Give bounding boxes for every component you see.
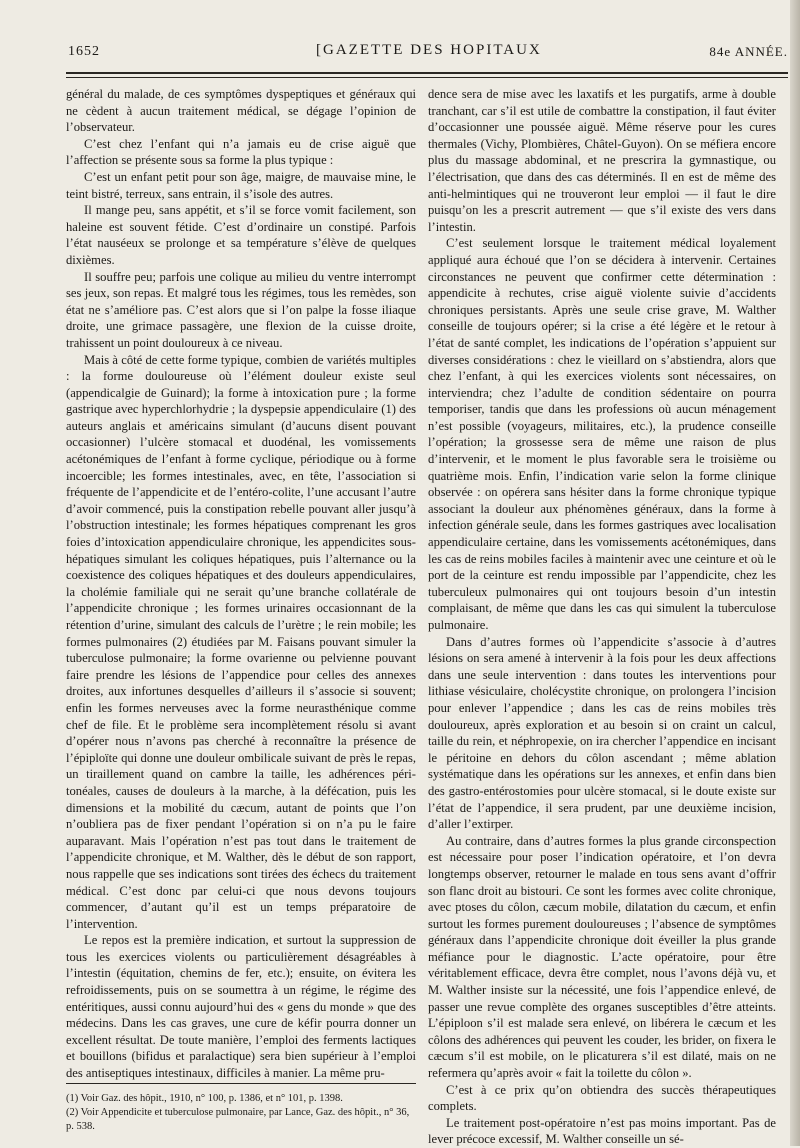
paragraph: Il souffre peu; parfois une colique au milieu du ventre interrompt ses jeux, son repas. Et malgré tous les régimes, tous les remèdes, son état ne s’améliore pas. C’est alors que si l’on palpe la fosse iliaque droite, une grimace passagère, une flexion de la cuisse droite, trahissent un point douloureux à ce niveau. — [66, 269, 416, 350]
paragraph: C’est un enfant petit pour son âge, maigre, de mauvaise mine, le teint bistré, terreux, sans entrain, il s’isole des autres. — [66, 169, 416, 201]
page-number: 1652 — [68, 44, 100, 59]
page-edge — [790, 0, 800, 1146]
journal-title: [GAZETTE DES HOPITAUX — [316, 42, 542, 58]
paragraph: C’est à ce prix qu’on obtiendra des succès thérapeutiques complets. — [428, 1082, 776, 1114]
left-column — [66, 86, 416, 1082]
paragraph: Le repos est la première indication, et surtout la suppression de tous les exercices violents ou particulièrement désagréables à l’intestin (équitation, chemins de fer, etc.); ensuite, on évitera les refroidissements, puis on se soumettra à un régime, le régime des entéritiques, aussi connu aujourd’hui des « gens du monde » que des médecins. Dans les cas graves, une cure de kéfir pourra donner un excellent résultat. De toute manière, l’emploi des ferments lactiques et bouillons (bifidus et paralactique) sera bien supérieur à l’emploi des antiseptiques intestinaux, difficiles à manier. La même pru- — [66, 933, 416, 1081]
header-rule-thin — [66, 77, 788, 78]
header-rule-thick — [66, 72, 788, 74]
footnotes — [66, 1092, 416, 1134]
page-header — [60, 40, 788, 64]
paragraph: dence sera de mise avec les laxatifs et les purgatifs, arme à double tranchant, car s’il est utile de combattre la constipation, il faut éviter d’occasionner une poussée aiguë. Même réserve pour les cures thermales (Vichy, Plombières, Châtel-Guyon). On se méfiera encore plus du massage abdominal, et ne prescrira la gymnastique, ou l’électrisation, que dans des cas déterminés. Il en est de même des anti-helmintiques qui ne trouveront leur emploi — il faut le dire puisqu’on les a prescrit autrement — que s’il existe des vers dans l’intestin. — [428, 87, 776, 234]
paragraph: Mais à côté de cette forme typique, combien de variétés multiples : la forme douloureuse où l’élément douleur existe seul (appendicalgie de Guinard); la forme à intoxication pure ; la forme gastrique avec hyperchlorhydrie ; la dyspepsie appendiculaire (1) des auteurs anglais et américains simulant (d’aucuns disent pouvant occasionner) l’ulcère stomacal et duodénal, les vomissements acétonémiques de l’enfant à forme cyclique, périodique ou à forme incoercible; les formes intestinales, avec, en tête, l’association si fréquente de l’appendicite et de l’entéro-colite, l’une accusant l’autre d’avoir commencé, puis la constipation rebelle pouvant aller jusqu’à l’obstruction intestinale; les formes hépatiques comprenant les gros foies d’intoxication appendiculaire chronique, les appendicites sous-hépatiques simulant les coliques hépatiques, puis l’alternance ou la coexistence des coliques hépatiques et des douleurs appendiculaires, la cholémie familiale qui ne serait qu’une branche collatérale de l’appendicite chronique ; les formes urinaires occasionnant de la rétention d’urine, simulant des calculs de l’urètre ; le rein mobile; les formes pulmonaires (2) étudiées par M. Faisans pouvant simuler la tuberculose pulmonaire; la forme ovarienne ou pelvienne pouvant faire prendre les lésions de l’appendice pour celles des annexes droites, aux infortunes desquelles d’ailleurs il s’associe si souvent; enfin les formes nerveuses avec la forme neurasthénique comme chef de file. Et le problème sera incomplètement résolu si avant d’opérer nous n’avons pas cherché à reconnaître la présence de l’épiploïte qui donne une douleur ombilicale suivant de près le repas, un tiraillement quand on cambre la taille, les adhérences péritonéales, causes de douleurs à la marche, à la défécation, puis les dimensions et la mobilité du cæcum, autant de points que l’on n’oubliera pas de fixer pendant l’opération si on n’a pu le faire auparavant. Mais l’opération n’est pas tout dans le traitement de l’appendicite chronique, et M. Walther, dès le début de son rapport, nous rappelle que ses indications sont tirées des échecs du traitement médical. C’est donc par celui-ci que nous devons toujours commencer, d’autant qu’il est un temps préparatoire de l’intervention. — [66, 352, 416, 931]
footnote-1: (1) Voir Gaz. des hôpit., 1910, n° 100, p. 1386, et n° 101, p. 1398. — [66, 1093, 343, 1104]
year-label: 84e ANNÉE. — [709, 44, 788, 59]
paragraph: C’est chez l’enfant qui n’a jamais eu de crise aiguë que l’affection se présente sous sa forme la plus typique : — [66, 136, 416, 168]
paragraph: général du malade, de ces symptômes dyspeptiques et généraux qui ne cèdent à aucun traitement médical, se dégage l’opinion de l’observateur. — [66, 87, 416, 135]
paragraph: C’est seulement lorsque le traitement médical loyalement appliqué aura échoué que l’on se décidera à intervenir. Certaines circonstances ne peuvent que confirmer cette détermination : appendicite à rechutes, crise aiguë violente suivie d’accidents chroniques persistants. Après une seule crise grave, M. Walther conseille de toujours opérer; si la crise a été légère et le retour à l’état de santé complet, les indications de l’opération s’appuient sur diverses considérations : chez le vieillard on s’abstiendra, alors que chez l’enfant, à qui les exercices violents sont nécessaires, on interviendra; chez l’adulte de condition sédentaire on pourra temporiser, tandis que dans les professions où aucun ménagement n’est possible (voyageurs, militaires, etc.), la prudence conseille l’opération; la grossesse sera de même une raison de plus d’intervenir, et le moment le plus favorable sera le troisième ou quatrième mois. Enfin, l’indication varie selon la forme clinique observée : on opérera sans hésiter dans la forme chronique typique associant la douleur aux phénomènes généraux, dans la forme à infection générale seule, dans les formes gastriques avec localisation appendiculaire certaine, dans les vomissements acétonémiques, dans les cas de reins mobiles faciles à maintenir avec une ceinture et où le port de la ceinture est rendu impossible par l’appendicite, chez les tuberculeux pulmonaires qui ont toujours besoin d’un intestin complaisant, de même que dans les cas qui simulent la tuberculose pulmonaire. — [428, 236, 776, 632]
paragraph: Il mange peu, sans appétit, et s’il se force vomit facilement, son haleine est souvent fétide. C’est d’ordinaire un constipé. Parfois l’état nauséeux se prolonge et sa température s’élève de quelques dixièmes. — [66, 203, 416, 267]
paragraph: Dans d’autres formes où l’appendicite s’associe à d’autres lésions on sera amené à intervenir à la fois pour les deux affections dans une seule intervention : dans toutes les interventions pour lithiase vésiculaire, cholécystite chronique, on prolongera l’incision pour enlever l’appendice ; dans les cas de reins mobiles très douloureux, après exploration et au besoin si on craint un calcul, taille du rein, et néphropexie, on ira chercher l’appendice en incisant le péritoine en dehors du côlon ascendant ; même ablation systématique dans les opérations sur les annexes, et enfin dans bien des gastro-entérostomies pour ulcère stomacal, si le doute existe sur l’état de l’appendice, il sera prudent, par une deuxième incision, d’aller l’extirper. — [428, 634, 776, 832]
footnote-rule — [66, 1083, 416, 1084]
right-column — [428, 86, 776, 1148]
paragraph: Au contraire, dans d’autres formes la plus grande circonspection est nécessaire pour poser l’indication opératoire, et l’on devra longtemps observer, retourner le malade en tous sens avant d’offrir son flanc droit au bistouri. Ce sont les formes avec colite chronique, avec ptoses du côlon, cæcum mobile, dilatation du cæcum, et enfin surtout les formes purement douloureuses ; l’absence de symptômes généraux dans l’appendicite chronique doit éveiller la plus grande méfiance pour le diagnostic. L’acte opératoire, pour être véritablement efficace, devra être complet, nous l’avons déjà vu, et M. Walther insiste sur la nécessité, une fois l’appendice enlevé, de passer une revue complète des organes susceptibles d’être atteints. L’épiploon s’il est malade sera enlevé, on libérera le cæcum et les côlons des adhérences qui peuvent les couder, les brider, on fixera le cæcum s’il est mobile, on le plicaturera s’il est dilaté, mais on ne refermera qu’après avoir « fait la toilette du côlon ». — [428, 833, 776, 1081]
paragraph: Le traitement post-opératoire n’est pas moins important. Pas de lever précoce excessif, M. Walther conseille un sé- — [428, 1115, 776, 1147]
footnote-2: (2) Voir Appendicite et tuberculose pulmonaire, par Lance, Gaz. des hôpit., n° 36, p. 538. — [66, 1107, 410, 1132]
